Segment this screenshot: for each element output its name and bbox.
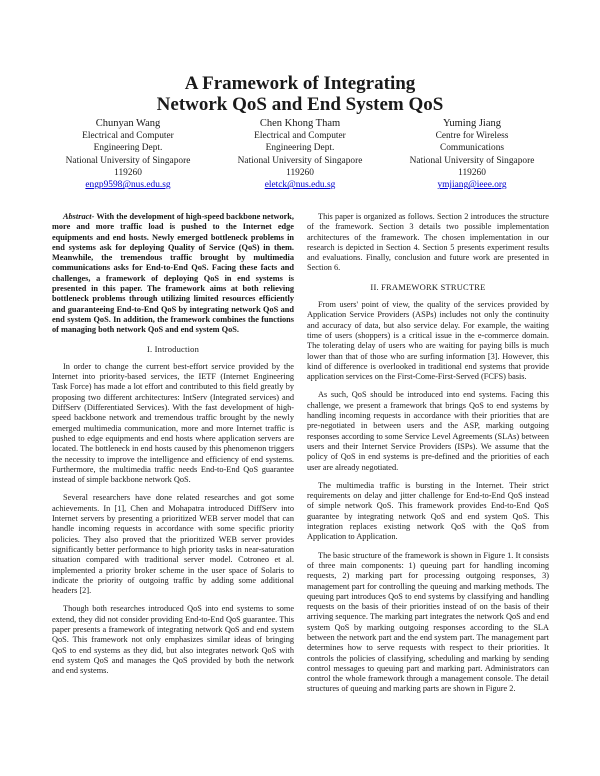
author-affiliation: 119260 (114, 167, 142, 178)
author-affiliation: National University of Singapore (409, 155, 535, 166)
paragraph: From users' point of view, the quality of the services provided by Application Service Providers (ASPs) includes not only the continuity and accuracy of data, but also service delay. For example, the waiting time of users (shoppers) is a critical issue in the e-commerce domain. The tolerating delay of users who are waiting for paying bills is much lower than that of those who are surfing information [3]. However, this kind of difference is overlooked in traditional end systems that provide application services on the First-Come-First-Served (FCFS) basis. (307, 300, 549, 382)
author-block (44, 117, 556, 191)
author-1 (44, 117, 212, 191)
paragraph: The basic structure of the framework is shown in Figure 1. It consists of three main components: 1) queuing part for handling incoming requests, 2) marking part for processing outgoing responses, 3) management part for controlling the queuing and marking methods. The queuing part introduces QoS to end systems by classifying and handling requests on the basis of their priorities instead of on the basis of their arriving sequence. The marking part integrates the network QoS and end system QoS by marking outgoing responses according to the SLA between the network part and the end system part. The management part determines how to serve requests with respect to their priorities. It controls the policies of classifying, scheduling and marking by sending control messages to queuing part and marking part. Administrators can control the whole framework through a management console. The detail structures of queuing and marking parts are shown in Figure 2. (307, 550, 549, 694)
paragraph: This paper is organized as follows. Section 2 introduces the structure of the framework. Section 3 details two possible implementation architectures of the framework. The chosen implementation in our research is depicted in Section 4. Section 5 presents experiment results and evaluations. Finally, conclusion and future work are presented in Section 6. (307, 212, 549, 273)
author-name: Chen Khong Tham (259, 118, 341, 129)
title-line-2: Network QoS and End System QoS (156, 94, 444, 115)
abstract-text: With the development of high-speed backbone network, more and more traffic load is pushed to the Internet edge equipments and end hosts. Newly emerged bottleneck problems in end systems ask for deploying Quality of Service (QoS) in them. Meanwhile, the tremendous traffic brought by multimedia communications asks for End-to-End QoS. Facing these facts and challenges, a framework of deploying QoS in end systems is presented in this paper. The framework aims at both relieving bottleneck problems through utilizing limited resources efficiently and guaranteeing End-to-End QoS by integrating network QoS and end system QoS. In addition, the framework combines the functions of managing both network QoS and end system QoS. (52, 212, 294, 335)
abstract-label: Abstract- (63, 212, 95, 221)
author-affiliation: Engineering Dept. (265, 143, 335, 154)
paragraph: As such, QoS should be introduced into end systems. Facing this challenge, we present a framework that brings QoS to end systems by handling incoming requests in accordance with their priorities that are pre-negotiated in between users and the ASP, marking outgoing responses according to some Service Level Agreements (SLAs) between users and their Internet Service Providers (ISPs). We assume that the policy of QoS in end systems is pre-defined and the priorities of each user are already negotiated. (307, 390, 549, 472)
author-affiliation: Centre for Wireless (435, 131, 509, 141)
author-affiliation: 119260 (286, 167, 314, 178)
author-affiliation: Communications (439, 143, 505, 154)
author-affiliation: 119260 (458, 167, 486, 178)
author-affiliation: Electrical and Computer (254, 131, 346, 141)
paragraph: Several researchers have done related researches and got some achievements. In [1], Chen and Mohapatra introduced DiffServ into Internet servers by presenting a prioritized WEB server model that can handle incoming requests in accordance with some specific priority policies. They also proved that the prioritized WEB server provides significantly better performance to high priority tasks in near-saturation situation compared with traditional server model. Cotroneo et al. implemented a priority broker scheme in the user space of Solaris to indicate the priority of outgoing traffic by adding some additional headers [2]. (52, 493, 294, 596)
author-email-link[interactable]: eletck@nus.edu.sg (264, 180, 336, 191)
paragraph: The multimedia traffic is bursting in the Internet. Their strict requirements on delay and jitter challenge for End-to-End QoS instead of simple network QoS. This framework provides End-to-End QoS guarantee by integrating network QoS and end system QoS. This integration replaces existing network QoS with the QoS from Application to Application. (307, 480, 549, 542)
author-name: Chunyan Wang (95, 118, 161, 129)
title-line-1: A Framework of Integrating (184, 73, 416, 94)
abstract (52, 212, 294, 336)
author-name: Yuming Jiang (442, 118, 502, 129)
paragraph: Though both researches introduced QoS into end systems to some extend, they did not consider providing End-to-End QoS guarantee. This paper presents a framework of integrating network QoS and end system QoS. This framework not only emphasizes similar ideas of bringing QoS to end systems as they did, but also integrates network QoS with end system QoS and manages the QoS provided by both the network and end systems. (52, 604, 294, 676)
author-email-link[interactable]: engp9598@nus.edu.sg (85, 180, 171, 191)
author-2 (216, 117, 384, 191)
author-affiliation: Electrical and Computer (82, 131, 174, 141)
author-affiliation: National University of Singapore (65, 155, 191, 166)
paper-title (0, 73, 600, 115)
paragraph: In order to change the current best-effort service provided by the Internet into priority-based services, the IETF (Internet Engineering Task Force) has made a lot effort and contributed to this field greatly by proposing two different architectures: IntServ (Integrated services) and DiffServ (Differentiated Services). With the fast development of high-speed backbone network and tremendous traffic brought by the newly emerged multimedia communication, more and more Internet traffic is pushed to edge equipments and end hosts where application servers are located. The bottleneck in end hosts caused by this phenomenon triggers the necessity to improve the intelligence and efficiency of end systems. Furthermore, the multimedia traffic needs End-to-End QoS guarantee instead of simple backbone network QoS. (52, 361, 294, 485)
left-column (52, 212, 294, 684)
section-heading: II. FRAMEWORK STRUCTRE (370, 281, 486, 292)
right-column (307, 212, 549, 703)
author-3 (388, 117, 556, 191)
section-heading: I. Introduction (146, 343, 200, 354)
author-affiliation: Engineering Dept. (93, 143, 163, 154)
author-affiliation: National University of Singapore (237, 155, 363, 166)
author-email-link[interactable]: ymjiang@ieee.org (437, 180, 507, 191)
